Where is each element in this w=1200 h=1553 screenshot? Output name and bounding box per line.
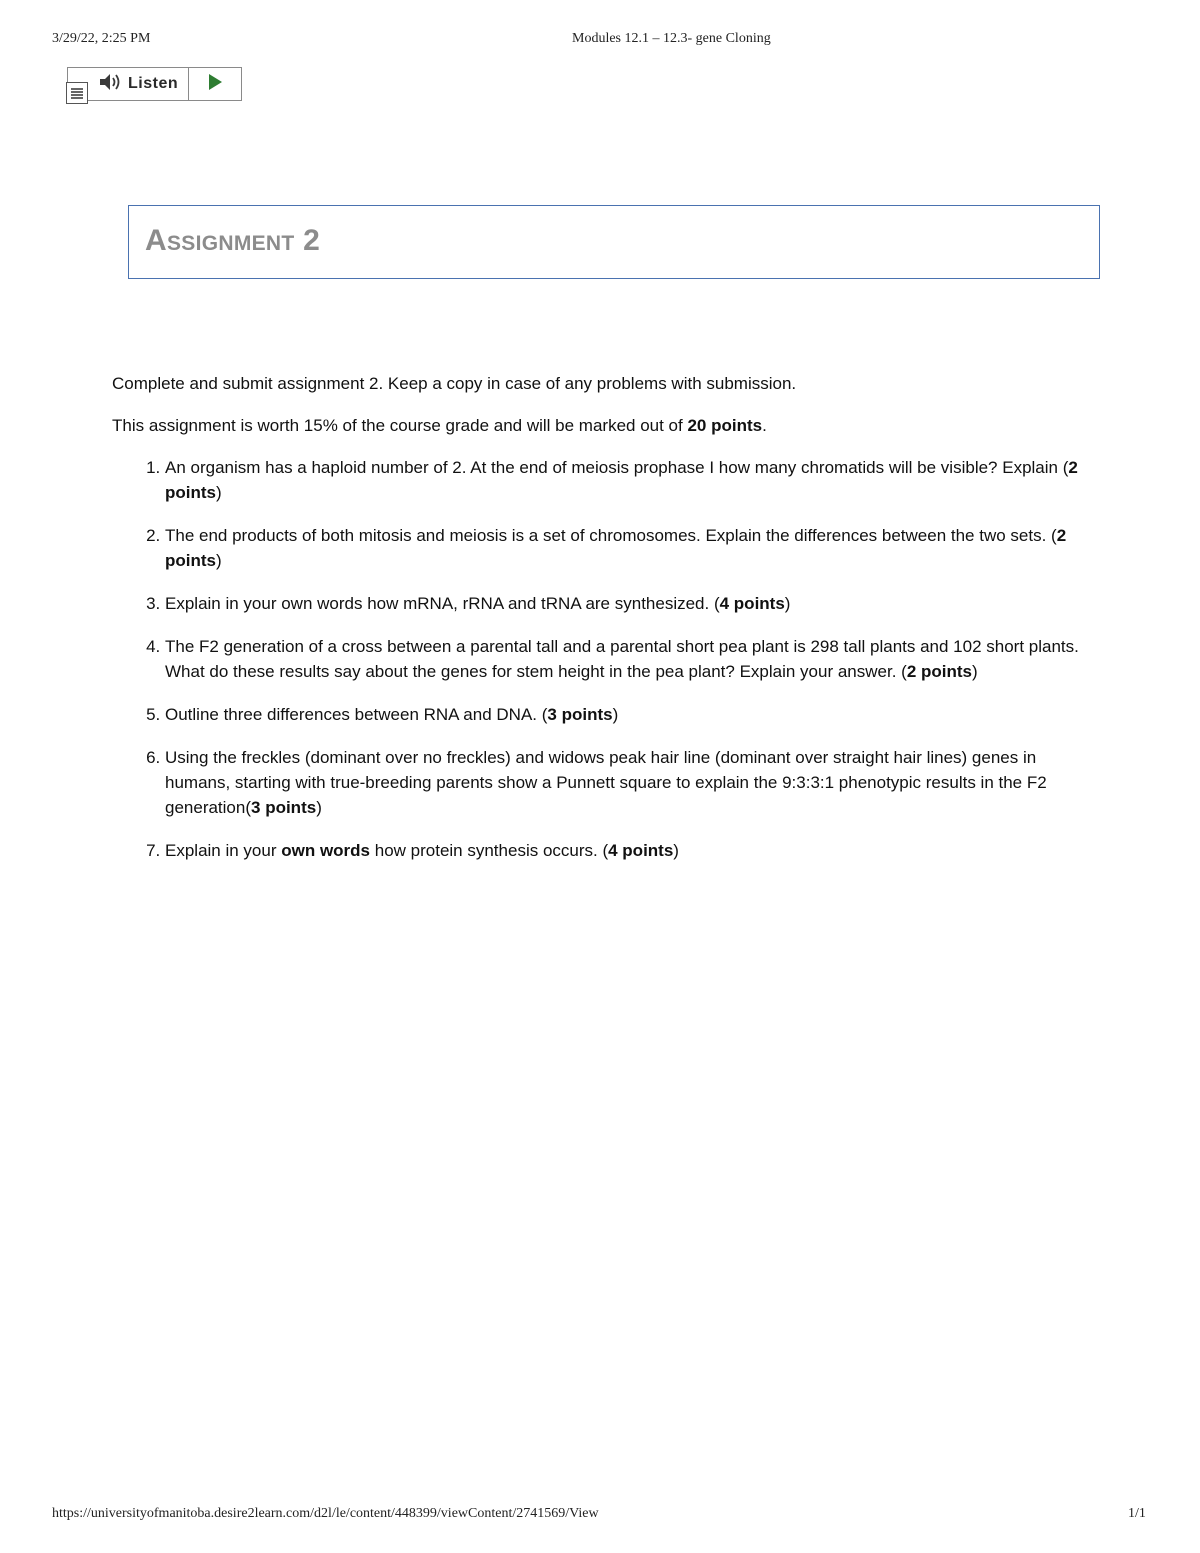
question-close: ) xyxy=(673,841,679,860)
question-item xyxy=(165,591,1082,616)
play-button[interactable] xyxy=(189,68,241,100)
intro-line-2-text: This assignment is worth 15% of the course grade and will be marked out of xyxy=(112,416,688,435)
question-item xyxy=(165,634,1082,684)
question-close: ) xyxy=(216,483,222,502)
question-text: Explain in your xyxy=(165,841,282,860)
intro-line-2 xyxy=(112,413,1082,438)
question-close: ) xyxy=(972,662,978,681)
question-text-cont: how protein synthesis occurs. ( xyxy=(370,841,609,860)
play-icon xyxy=(207,73,223,96)
question-text: An organism has a haploid number of 2. At the end of meiosis prophase I how many chromatids will be visible? Explain ( xyxy=(165,458,1069,477)
assignment-title: Assignment 2 xyxy=(145,224,321,257)
question-points: 4 points xyxy=(719,594,785,613)
question-close: ) xyxy=(216,551,222,570)
question-item xyxy=(165,523,1082,573)
question-item xyxy=(165,455,1082,505)
print-url: https://universityofmanitoba.desire2learn.com/d2l/le/content/448399/viewContent/2741569/View xyxy=(52,1506,599,1521)
question-text: Using the freckles (dominant over no freckles) and widows peak hair line (dominant over straight hair lines) genes in humans, starting with true-breeding parents show a Punnett square to explain the 9:3:3:1 phenotypic results in the F2 generation( xyxy=(165,748,1047,817)
intro-line-1: Complete and submit assignment 2. Keep a copy in case of any problems with submission. xyxy=(112,374,797,393)
question-points: 2 points xyxy=(906,662,972,681)
question-text: The end products of both mitosis and meiosis is a set of chromosomes. Explain the differences between the two sets. ( xyxy=(165,526,1057,545)
assignment-content xyxy=(112,371,1082,881)
intro-line-2-end: . xyxy=(762,416,767,435)
question-text: Explain in your own words how mRNA, rRNA and tRNA are synthesized. ( xyxy=(165,594,720,613)
print-page-number: 1/1 xyxy=(1128,1506,1146,1521)
listen-label: Listen xyxy=(128,75,179,92)
question-close: ) xyxy=(612,705,619,724)
print-page-title: Modules 12.1 – 12.3- gene Cloning xyxy=(572,31,771,46)
question-list xyxy=(112,455,1082,863)
question-text: The F2 generation of a cross between a parental tall and a parental short pea plant is 298 tall plants and 102 short plants. What do these results say about the genes for stem height in the pea plant? Explain your answer. ( xyxy=(165,637,1079,681)
print-datetime: 3/29/22, 2:25 PM xyxy=(52,31,151,46)
menu-lines-icon[interactable] xyxy=(66,82,88,104)
question-close: ) xyxy=(784,594,791,613)
question-emphasis: own words xyxy=(281,841,371,860)
question-item xyxy=(165,745,1082,820)
assignment-title-box xyxy=(128,205,1100,279)
question-points: 2 points xyxy=(165,458,1078,502)
question-close: ) xyxy=(316,798,322,817)
speaker-icon xyxy=(98,72,122,97)
question-points: 3 points xyxy=(547,705,613,724)
question-text: Outline three differences between RNA and DNA. ( xyxy=(165,705,548,724)
question-points: 2 points xyxy=(165,526,1067,570)
question-item xyxy=(165,838,1082,863)
question-item xyxy=(165,702,1082,727)
question-points: 4 points xyxy=(608,841,674,860)
total-points: 20 points xyxy=(687,416,763,435)
listen-widget xyxy=(67,67,242,101)
question-points: 3 points xyxy=(251,798,317,817)
